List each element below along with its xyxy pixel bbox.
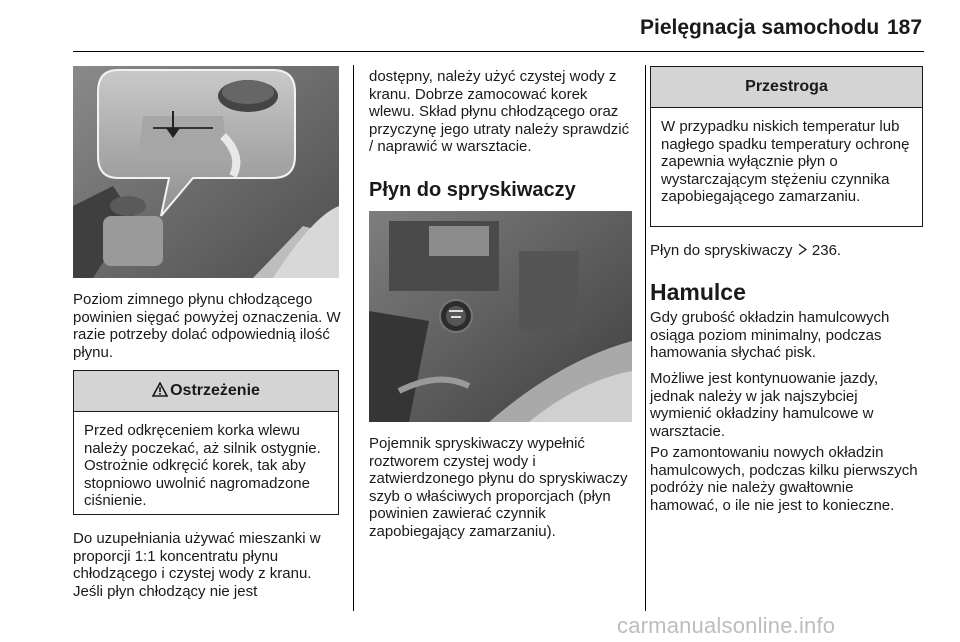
caution-text: W przypadku niskich temperatur lub nagłego spadku temperatury ochronę zapewnia wyłącznie płyn o wystarczającym stężeniu czynnika zapobiegającego zamarzaniu. (661, 118, 910, 206)
column-separator-1 (353, 65, 354, 611)
page-reference-arrow-icon (797, 243, 808, 261)
header-rule (73, 51, 924, 52)
coolant-continued-paragraph: dostępny, należy użyć czystej wody z kranu. Dobrze zamocować korek wlewu. Skład płynu chłodzącego oraz przyczynę jego utraty należy sprawdzić / naprawić w warsztacie. (369, 68, 630, 156)
washer-ref-page[interactable]: 236. (811, 242, 842, 259)
coolant-level-paragraph: Poziom zimnego płynu chłodzącego powinien sięgać powyżej oznaczenia. W razie potrzeby dolać odpowiednią ilość płynu. (73, 291, 341, 361)
brakes-paragraph-1: Gdy grubość okładzin hamulcowych osiąga poziom minimalny, podczas hamowania słychać pisk. (650, 309, 890, 362)
column-separator-2 (645, 65, 646, 611)
caution-box (650, 66, 923, 227)
watermark: carmanualsonline.info (617, 613, 836, 638)
washer-ref-label: Płyn do spryskiwaczy (650, 242, 793, 259)
warning-title: Ostrzeżenie (170, 382, 260, 399)
caution-title: Przestroga (745, 78, 828, 95)
caution-box-header (651, 67, 922, 108)
washer-fluid-paragraph: Pojemnik spryskiwaczy wypełnić roztworem czystej wody i zatwierdzonego płynu do spryskiwaczy szyb o właściwych proporcjach (płyn powinien zawierać czynnik zapobiegający zamarzaniu). (369, 435, 628, 540)
brakes-paragraph-2: Możliwe jest kontynuowanie jazdy, jednak należy w jak najszybciej wymienić okładziny hamulcowe w warsztacie. (650, 370, 879, 440)
coolant-mixture-paragraph: Do uzupełniania używać mieszanki w proporcji 1:1 koncentratu płynu chłodzącego i czystej wody z kranu. Jeśli płyn chłodzący nie jest (73, 530, 321, 600)
warning-text: Przed odkręceniem korka wlewu należy poczekać, aż silnik ostygnie. Ostrożnie odkręcić korek, tak aby stopniowo uwolnić nagromadzone ciśnienie. (84, 422, 321, 510)
warning-box (73, 370, 339, 515)
washer-fluid-reservoir-photo (369, 211, 632, 422)
brakes-heading: Hamulce (650, 279, 746, 305)
warning-box-header (74, 371, 338, 412)
brakes-paragraph-3: Po zamontowaniu nowych okładzin hamulcowych, podczas kilku pierwszych podróży nie należy gwałtownie hamować, o ile nie jest to konieczne. (650, 444, 918, 514)
warning-triangle-icon (152, 373, 168, 413)
coolant-reservoir-photo (73, 66, 339, 278)
washer-fluid-heading: Płyn do spryskiwaczy (369, 179, 576, 201)
page-number: 187 (887, 16, 923, 39)
page-title: Pielęgnacja samochodu (640, 16, 880, 39)
washer-fluid-reference (650, 242, 920, 261)
